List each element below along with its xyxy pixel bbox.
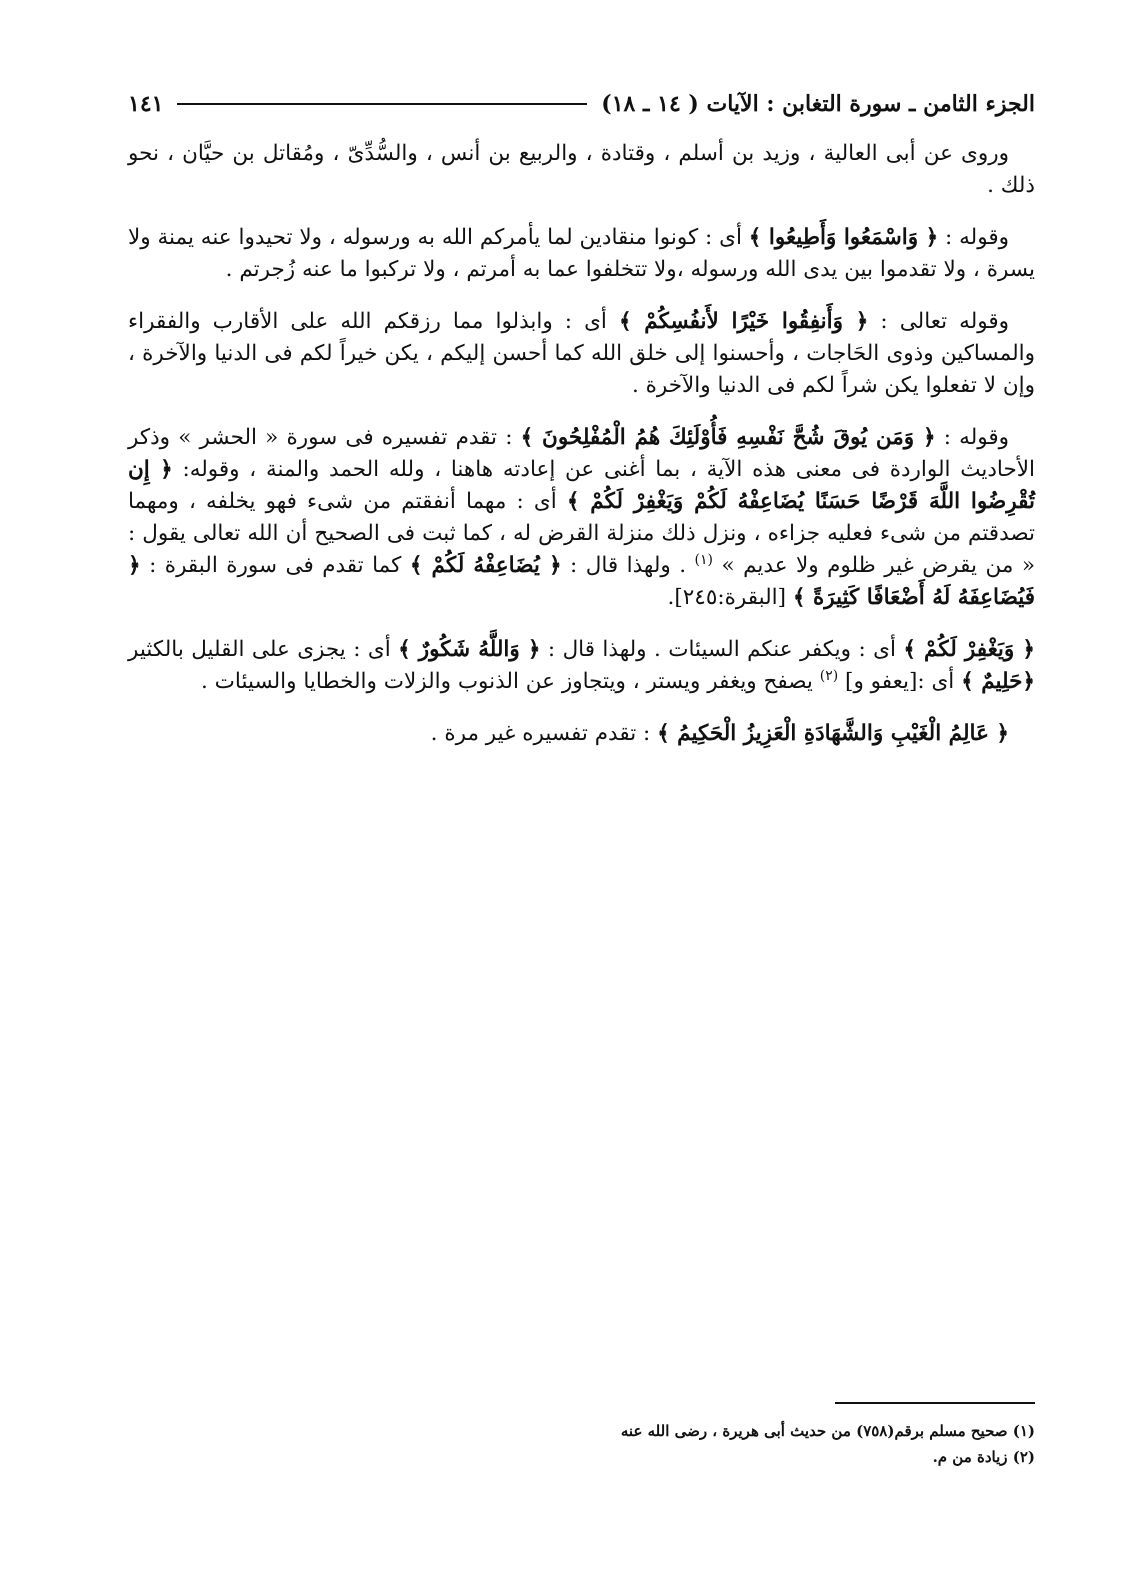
- text-segment: أى :[يعفو و]: [838, 669, 962, 694]
- text-segment: كما تقدم فى سورة البقرة :: [140, 553, 410, 578]
- quran-verse: ﴿ وَيَغْفِرْ لَكُمْ ﴾: [903, 637, 1035, 662]
- paragraph: [128, 634, 1035, 698]
- running-header: [128, 86, 1035, 122]
- footnote-rule: [835, 1402, 1035, 1404]
- text-segment: أى : وابذلوا مما رزقكم الله على الأقارب والفقراء والمساكين وذوى الحَاجات ، وأحسنوا إلى خلق الله كما أحسن إليكم ، يكن خيراً لكم فى الدنيا والآخرة ، وإن لا تفعلوا يكن شراً لكم فى الدنيا والآخرة .: [128, 309, 1035, 398]
- paragraph: [128, 222, 1035, 286]
- text-segment: وقوله تعالى :: [868, 309, 1010, 334]
- text-segment: وروى عن أبى العالية ، وزيد بن أسلم ، وقتادة ، والربيع بن أنس ، والسُّدِّىّ ، ومُقاتل بن حيَّان ، نحو ذلك .: [128, 141, 1035, 198]
- footnote-1: (١) صحيح مسلم برقم(٧٥٨) من حديث أبى هريرة ، رضى الله عنه: [620, 1422, 1035, 1440]
- quran-verse: ﴿ إِن تُقْرِضُوا اللَّهَ قَرْضًا حَسَنًا يُضَاعِفْهُ لَكُمْ وَيَغْفِرْ لَكُمْ ﴾: [128, 457, 1035, 514]
- text-segment: وقوله :: [935, 425, 1010, 450]
- text-segment: أى : كونوا منقادين لما يأمركم الله به ورسوله ، ولا تحيدوا عنه يمنة ولا يسرة ، ولا تقدموا بين يدى الله ورسوله ،ولا تتخلفوا عما به أمرتم ، ولا تركبوا ما عنه زُجرتم .: [128, 225, 1035, 282]
- quran-verse: ﴿ وَاسْمَعُوا وَأَطِيعُوا ﴾: [748, 225, 939, 250]
- page-body: [128, 138, 1035, 770]
- quran-verse: ﴿ يُضَاعِفْهُ لَكُمْ ﴾: [409, 553, 562, 578]
- header-rule: [177, 103, 587, 105]
- quran-verse: ﴿حَلِيمٌ ﴾: [961, 669, 1035, 694]
- text-segment: أى : ويكفر عنكم السيئات . ولهذا قال :: [540, 637, 904, 662]
- footnote-ref: (٢): [819, 667, 839, 684]
- paragraph: [128, 306, 1035, 402]
- text-segment: يصفح ويغفر ويستر ، ويتجاوز عن الذنوب والزلات والخطايا والسيئات .: [201, 669, 820, 694]
- paragraph: [128, 422, 1035, 614]
- header-title: الجزء الثامن ـ سورة التغابن : الآيات ( ١٤ ـ ١٨): [601, 91, 1035, 117]
- text-segment: [البقرة:٢٤٥].: [667, 585, 793, 610]
- quran-verse: ﴿ فَيُضَاعِفَهُ لَهُ أَضْعَافًا كَثِيرَةً ﴾: [128, 553, 1035, 610]
- page-number: ١٤١: [128, 91, 164, 117]
- text-segment: : تقدم تفسيره غير مرة .: [430, 721, 658, 746]
- footnote-2: (٢) زيادة من م.: [932, 1448, 1035, 1466]
- text-segment: أى : يجزى على القليل بالكثير: [128, 637, 399, 662]
- text-segment: وقوله :: [938, 225, 1009, 250]
- paragraph: [128, 138, 1035, 202]
- paragraph: [128, 718, 1035, 750]
- text-segment: : تقدم تفسيره فى سورة « الحشر » وذكر الأحاديث الواردة فى معنى هذه الآية ، بما أغنى عن إعادته هاهنا ، ولله الحمد والمنة ، وقوله:: [128, 425, 1035, 482]
- text-segment: أى : مهما أنفقتم من شىء فهو يخلفه ، ومهما تصدقتم من شىء فعليه جزاءه ، ونزل ذلك منزلة القرض له ، كما ثبت فى الصحيح أن الله تعالى يقول : « من يقرض غير ظلوم ولا عديم »: [128, 489, 1035, 578]
- quran-verse: ﴿ عَالِمُ الْغَيْبِ وَالشَّهَادَةِ الْعَزِيزُ الْحَكِيمُ ﴾: [657, 721, 1009, 746]
- book-page: [128, 80, 1035, 1560]
- quran-verse: ﴿ وَمَن يُوقَ شُحَّ نَفْسِهِ فَأُوْلَئِكَ هُمُ الْمُفْلِحُونَ ﴾: [520, 425, 936, 450]
- quran-verse: ﴿ وَأَنفِقُوا خَيْرًا لأَنفُسِكُمْ ﴾: [618, 309, 869, 334]
- footnotes: [128, 1402, 1035, 1470]
- text-segment: . ولهذا قال :: [561, 553, 695, 578]
- footnote-ref: (١): [694, 551, 714, 568]
- quran-verse: ﴿ وَاللَّهُ شَكُورٌ ﴾: [398, 637, 541, 662]
